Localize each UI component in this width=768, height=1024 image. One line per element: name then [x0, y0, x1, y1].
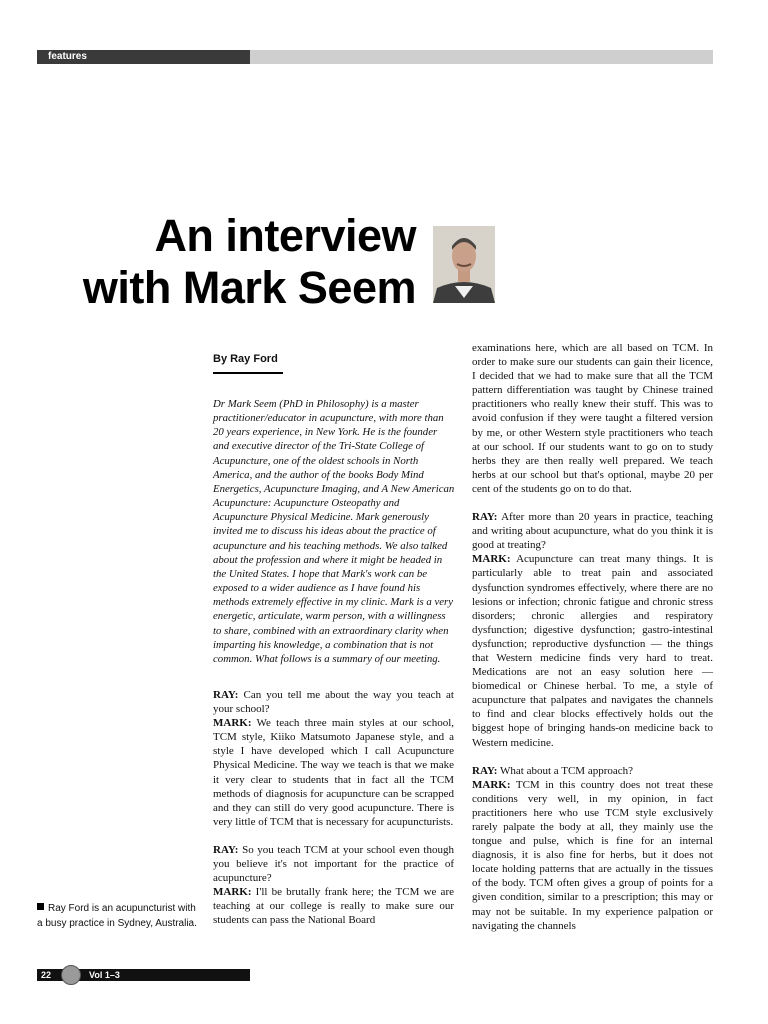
section-label-block [37, 50, 250, 64]
title-line-1: An interview [154, 210, 416, 261]
body-column-1 [213, 688, 454, 942]
paragraph: examinations here, which are all based on TCM. In order to make sure our students can gain their licence, I decided that we had to make sure that all the TCM pattern differentiation was taught by Chinese trained practitioners who really knew their stuff. This was to avoid confusion if they were taught a filtered version by me, or other Western style practitioners who teach at our school. If our students want to go on to study herbs they are then really well prepared. We teach herbs at our school but that's optional, maybe 20 per cent of the students go on to do that. [472, 342, 713, 495]
speaker-label: RAY: [472, 511, 498, 524]
page-number: 22 [41, 970, 52, 980]
intro-paragraph: Dr Mark Seem (PhD in Philosophy) is a master practitioner/educator in acupuncture, with more than 20 years experience, in New York. He is the founder and executive director of the Tri-State College of Acupuncture, one of the oldest schools in North America, and the author of the books Body Mind Energetics, Acupuncture Imaging, and A New American Acupuncture: Acupuncture Osteopathy and Acupuncture Physical Medicine. Mark generously invited me to discuss his ideas about the practice of acupuncture and his teaching methods. We also talked about the profession and where it might be headed in the United States. I hope that Mark's work can be exposed to a wider audience as I have found his methods extremely effective in my clinic. Mark is a very energetic, articulate, warm person, with a willingness to share, combined with an extraordinary clarity when imparting his knowledge, a combination that is not common. What follows is a summary of our meeting. [213, 398, 455, 665]
speaker-label: MARK: [472, 778, 511, 791]
globe-icon [61, 965, 81, 985]
square-bullet-icon [37, 903, 44, 910]
byline-rule [213, 372, 283, 374]
page-footer-bar [37, 969, 250, 981]
section-label: features [48, 51, 87, 62]
paragraph: RAY: What about a TCM approach? MARK: TCM in this country does not treat these conditions very well, in my opinion, in fact practitioners here who use TCM style exclusively rarely palpate the body at all, they mainly use the tongue and pulse, which is fine for an internal diagnosis, it is also fine for herbs, but it does not locate holding patterns that are actually in the tissues of the body. TCM often gives a group of points for a given condition, similar to a prescription; this may or may not be suitable. In my experience palpation or navigating the channels [472, 764, 713, 932]
speaker-label: RAY: [213, 843, 239, 856]
speaker-label: MARK: [213, 717, 252, 730]
author-note-text: Ray Ford is an acupuncturist with a busy practice in Sydney, Australia. [37, 903, 197, 929]
paragraph: RAY: So you teach TCM at your school even though you believe it's not important for the practice of acupuncture? MARK: I'll be brutally frank here; the TCM we are teaching at our college is really to make sure our students can pass the National Board [213, 843, 454, 927]
title-line-2: with Mark Seem [82, 262, 416, 313]
speaker-label: MARK: [472, 553, 511, 566]
section-header-bar [37, 50, 713, 64]
volume-label: Vol 1–3 [89, 970, 120, 980]
author-note [37, 901, 197, 931]
speaker-label: RAY: [213, 689, 239, 701]
speaker-label: RAY: [472, 764, 498, 777]
paragraph: RAY: Can you tell me about the way you teach at your school? MARK: We teach three main styles at our school, TCM style, Kiiko Matsumoto Japanese style, and a style I have developed which I call Acupuncture Physical Medicine. The way we teach is that we make it very clear to students that in fact all the TCM methods of diagnosis for acupuncture can be scrapped and they can still do very good acupuncture. There is very little of TCM that is necessary for acupuncturists. [213, 689, 454, 828]
article-title [20, 210, 416, 314]
author-portrait-photo [433, 226, 495, 303]
body-column-2 [472, 341, 713, 947]
paragraph: RAY: After more than 20 years in practice, teaching and writing about acupuncture, what do you think it is good at treating? MARK: Acupuncture can treat many things. It is particularly able to treat pain and associated dysfunction syndromes effectively, where there are no lesions or infection; chronic fatigue and chronic stress disorders; chronic allergies and respiratory dysfunction; digestive dysfunction; gastro-intestinal dysfunction; reproductive dysfunction — the things that Western medicine finds very hard to treat. Medications are not an easy solution here — biomedical or Chinese herbal. To me, a style of acupuncture that palpates and navigates the channels to find and clear blocks effectively holds out the biggest hope of bringing hands-on medicine back to Western medicine. [472, 511, 713, 749]
speaker-label: MARK: [213, 886, 252, 899]
byline: By Ray Ford [213, 353, 278, 365]
